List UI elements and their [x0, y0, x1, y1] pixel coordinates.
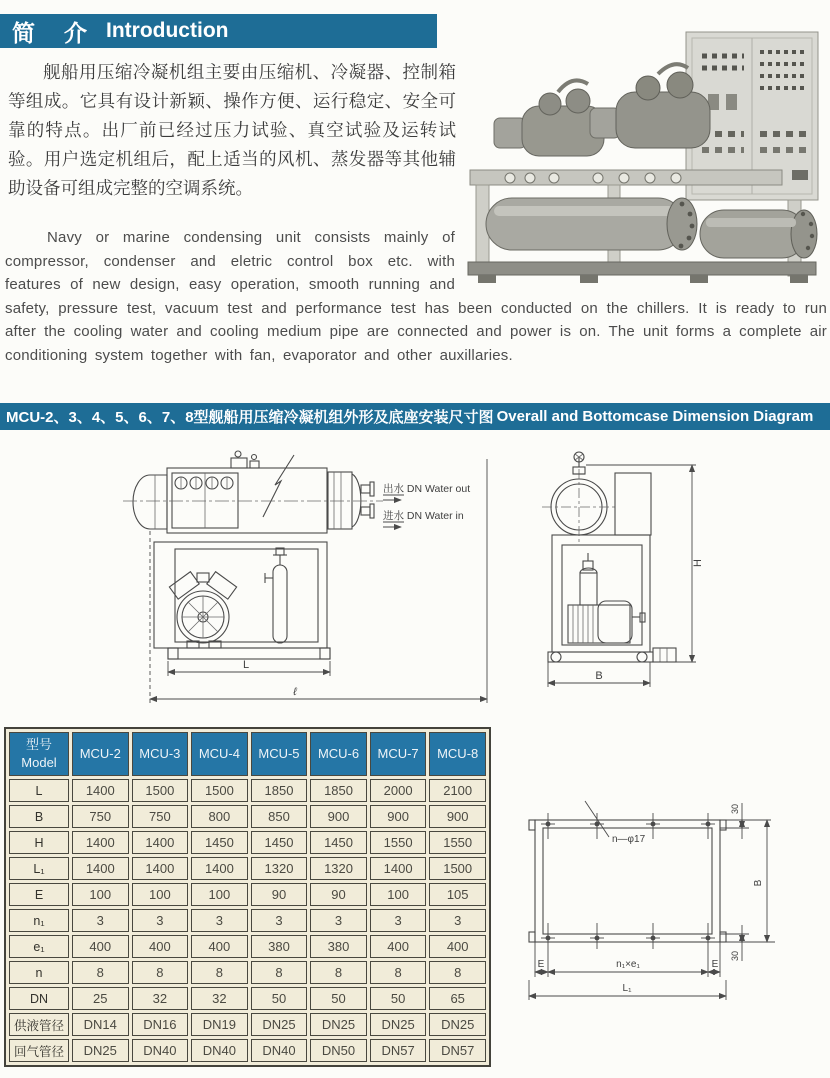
dim-l1: L₁: [622, 983, 632, 994]
table-row: [9, 961, 486, 984]
bottomcase-diagram: [505, 795, 830, 1015]
table-cell: DN57: [370, 1039, 427, 1062]
table-cell: 2100: [429, 779, 486, 802]
table-cell: DN25: [310, 1013, 367, 1036]
intro-title-zh: 简 介: [12, 19, 90, 46]
table-cell: 50: [310, 987, 367, 1010]
row-label: E: [9, 883, 69, 906]
table-cell: DN25: [429, 1013, 486, 1036]
row-label: DN: [9, 987, 69, 1010]
table-cell: 1320: [310, 857, 367, 880]
table-cell: DN50: [310, 1039, 367, 1062]
table-cell: 3: [251, 909, 308, 932]
dim-e-right: E: [711, 959, 719, 970]
col-header-mcu7: MCU-7: [370, 732, 427, 776]
table-cell: 900: [310, 805, 367, 828]
water-out-label: [383, 482, 470, 500]
front-dim-l-overall: ℓ: [293, 686, 297, 698]
table-row: [9, 831, 486, 854]
row-label: L: [9, 779, 69, 802]
intro-paragraph-en-wrap: [5, 226, 827, 367]
table-cell: 1320: [251, 857, 308, 880]
table-row: [9, 779, 486, 802]
side-dim-h: H: [692, 559, 704, 567]
table-cell: DN40: [132, 1039, 189, 1062]
table-cell: 400: [370, 935, 427, 958]
col-header-mcu2: MCU-2: [72, 732, 129, 776]
table-cell: 32: [191, 987, 248, 1010]
table-cell: 1400: [72, 779, 129, 802]
table-row: [9, 883, 486, 906]
table-header-row: [9, 732, 486, 776]
table-cell: 65: [429, 987, 486, 1010]
table-cell: 400: [72, 935, 129, 958]
table-cell: 3: [191, 909, 248, 932]
table-cell: 1450: [251, 831, 308, 854]
side-view-diagram: [520, 445, 830, 730]
table-row: [9, 805, 486, 828]
table-row: [9, 935, 486, 958]
table-cell: 90: [251, 883, 308, 906]
row-label: H: [9, 831, 69, 854]
table-cell: 1400: [72, 857, 129, 880]
water-out-text: 出水 DN Water out: [383, 483, 471, 495]
row-label: 供液管径: [9, 1013, 69, 1036]
table-row: [9, 1013, 486, 1036]
table-cell: 1400: [72, 831, 129, 854]
table-cell: 400: [429, 935, 486, 958]
dim-30-bottom: 30: [730, 950, 740, 962]
side-dim-b: B: [595, 670, 603, 682]
row-label: 回气管径: [9, 1039, 69, 1062]
table-cell: 100: [132, 883, 189, 906]
intro-title-en: Introduction: [106, 19, 229, 42]
table-cell: 3: [370, 909, 427, 932]
table-cell: DN40: [251, 1039, 308, 1062]
col-header-mcu6: MCU-6: [310, 732, 367, 776]
table-cell: 25: [72, 987, 129, 1010]
table-cell: 2000: [370, 779, 427, 802]
intro-paragraph-en: Navy or marine condensing unit consists mainly of compressor, condenser and eletric control box etc. with features of new design, easy operation, smooth running and safety, pressure test, vacuum test and performance test has been conducted on the chillers. It is ready to run after the cooling water and cooling medium pipe are connected and power is on. The unit forms a complete air conditioning system together with fan, evaporator and other auxillaries.: [5, 229, 827, 364]
row-label: L₁: [9, 857, 69, 880]
table-cell: 400: [191, 935, 248, 958]
table-cell: 1400: [191, 857, 248, 880]
table-cell: 400: [132, 935, 189, 958]
table-cell: 8: [310, 961, 367, 984]
table-row: [9, 987, 486, 1010]
table-cell: DN19: [191, 1013, 248, 1036]
table-cell: DN57: [429, 1039, 486, 1062]
table-cell: 8: [370, 961, 427, 984]
table-cell: 90: [310, 883, 367, 906]
table-cell: 1500: [132, 779, 189, 802]
table-cell: 8: [429, 961, 486, 984]
table-cell: 1850: [310, 779, 367, 802]
table-row: [9, 1039, 486, 1062]
table-cell: 1500: [429, 857, 486, 880]
table-cell: 850: [251, 805, 308, 828]
table-cell: 800: [191, 805, 248, 828]
table-cell: 8: [191, 961, 248, 984]
dim-b: B: [753, 879, 764, 887]
table-cell: 105: [429, 883, 486, 906]
table-cell: 1450: [310, 831, 367, 854]
dim-e-left: E: [537, 959, 545, 970]
table-cell: 1550: [429, 831, 486, 854]
table-cell: 380: [251, 935, 308, 958]
table-cell: 900: [370, 805, 427, 828]
table-cell: DN25: [72, 1039, 129, 1062]
table-cell: 380: [310, 935, 367, 958]
table-cell: 3: [310, 909, 367, 932]
bolt-note: n—φ17: [612, 834, 646, 845]
table-cell: 100: [72, 883, 129, 906]
table-cell: DN25: [370, 1013, 427, 1036]
col-header-mcu5: MCU-5: [251, 732, 308, 776]
table-row: [9, 857, 486, 880]
dimension-section-banner: [0, 403, 830, 430]
col-header-model-en: Model: [21, 755, 57, 770]
table-cell: 750: [72, 805, 129, 828]
table-cell: DN14: [72, 1013, 129, 1036]
section-title-zh: MCU-2、3、4、5、6、7、8型舰船用压缩冷凝机组外形及底座安装尺寸图: [6, 409, 494, 426]
table-row: [9, 909, 486, 932]
intro-banner: [0, 14, 437, 48]
water-in-label: [383, 509, 464, 527]
table-cell: DN25: [251, 1013, 308, 1036]
table-cell: 1500: [191, 779, 248, 802]
front-view-diagram: [95, 445, 500, 730]
table-cell: 3: [132, 909, 189, 932]
table-cell: 1400: [132, 857, 189, 880]
table-cell: 3: [72, 909, 129, 932]
col-header-mcu8: MCU-8: [429, 732, 486, 776]
table-cell: 50: [370, 987, 427, 1010]
photo-wrap-spacer: [455, 226, 827, 296]
row-label: n₁: [9, 909, 69, 932]
intro-paragraph-zh: 舰船用压缩冷凝机组主要由压缩机、冷凝器、控制箱等组成。它具有设计新颖、操作方便、运行稳定、安全可靠的特点。出厂前已经过压力试验、真空试验及运转试验。用户选定机组后，配上适当的风机、蒸发器等其他辅助设备可组成完整的空调系统。: [8, 62, 456, 198]
col-header-mcu4: MCU-4: [191, 732, 248, 776]
col-header-mcu3: MCU-3: [132, 732, 189, 776]
section-title-en: Overall and Bottomcase Dimension Diagram: [496, 408, 814, 425]
table-cell: 900: [429, 805, 486, 828]
table-cell: 8: [72, 961, 129, 984]
table-cell: 1850: [251, 779, 308, 802]
table-cell: DN40: [191, 1039, 248, 1062]
table-cell: 50: [251, 987, 308, 1010]
table-cell: 750: [132, 805, 189, 828]
table-cell: DN16: [132, 1013, 189, 1036]
col-header-model: [9, 732, 69, 776]
dim-n1e1: n₁×e₁: [616, 959, 640, 970]
table-cell: 1400: [370, 857, 427, 880]
front-dim-l: L: [242, 659, 250, 671]
table-cell: 8: [251, 961, 308, 984]
row-label: B: [9, 805, 69, 828]
row-label: n: [9, 961, 69, 984]
table-cell: 100: [370, 883, 427, 906]
table-cell: 1450: [191, 831, 248, 854]
table-cell: 8: [132, 961, 189, 984]
table-cell: 1400: [132, 831, 189, 854]
col-header-model-zh: 型号: [25, 737, 52, 753]
table-cell: 1550: [370, 831, 427, 854]
water-in-text: 进水 DN Water in: [383, 510, 464, 522]
row-label: e₁: [9, 935, 69, 958]
dim-30-top: 30: [730, 803, 740, 815]
table-cell: 3: [429, 909, 486, 932]
dimension-table: [4, 727, 491, 1067]
table-cell: 100: [191, 883, 248, 906]
dimension-table-body: [9, 779, 486, 1062]
table-cell: 32: [132, 987, 189, 1010]
